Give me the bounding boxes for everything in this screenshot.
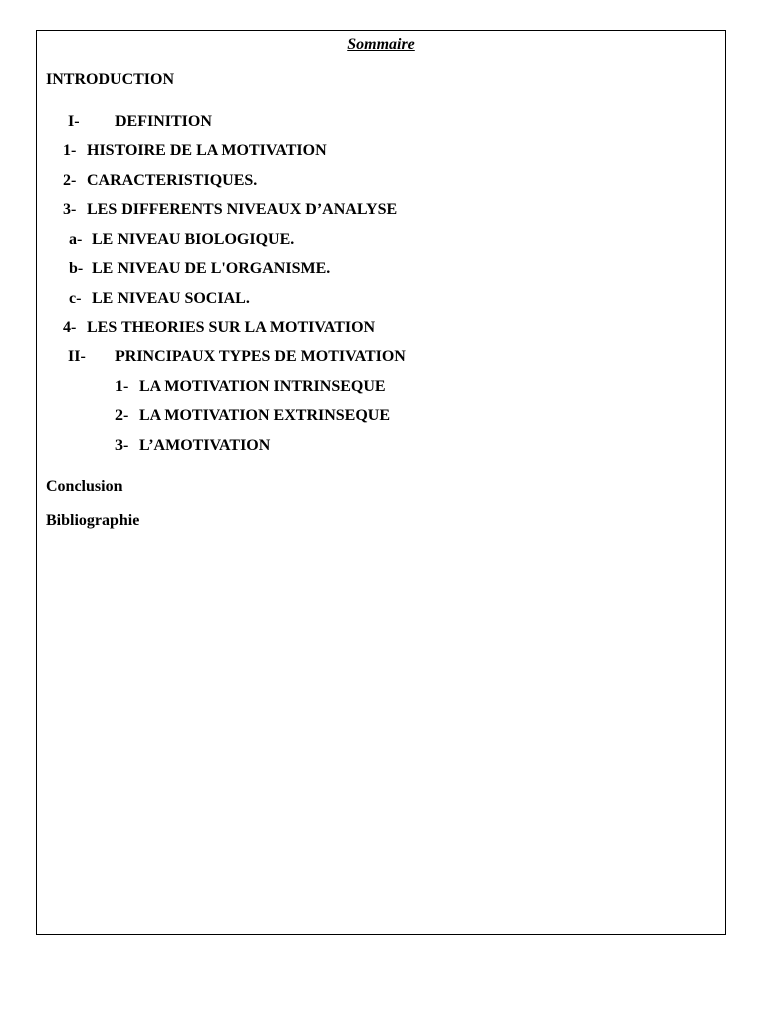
toc-entry-number: a- [69,231,83,248]
toc-entry-number: 3- [115,437,129,454]
toc-entry-label: LES DIFFERENTS NIVEAUX D’ANALYSE [87,201,398,218]
toc-entry-label: INTRODUCTION [46,71,175,88]
toc-entry-bibliographie [46,512,139,530]
toc-entry-introduction [46,71,174,89]
toc-entry-number: 2- [63,172,77,189]
toc-entry-label: LA MOTIVATION EXTRINSEQUE [139,407,391,424]
toc-title: Sommaire [347,36,415,53]
toc-entry-number: I- [68,113,80,130]
table-of-contents-frame [36,30,726,935]
toc-entry-number: 2- [115,407,129,424]
toc-entry-label: LE NIVEAU BIOLOGIQUE. [92,231,295,248]
toc-entry-number: 4- [63,319,77,336]
toc-entry-number: c- [69,290,82,307]
toc-entry-label: PRINCIPAUX TYPES DE MOTIVATION [115,348,406,365]
toc-entry-number: II- [68,348,86,365]
toc-entry-label: L’AMOTIVATION [139,437,271,454]
toc-entry-label: LES THEORIES SUR LA MOTIVATION [87,319,376,336]
toc-entry-label: LE NIVEAU DE L'ORGANISME. [92,260,331,277]
toc-entry-conclusion [46,478,122,496]
toc-entry-number: 1- [115,378,129,395]
toc-entry-label: Conclusion [46,478,123,495]
toc-entry-number: b- [69,260,84,277]
toc-entry-label: Bibliographie [46,512,140,529]
toc-entry-number: 1- [63,142,77,159]
toc-entry-number: 3- [63,201,77,218]
toc-entry-label: LE NIVEAU SOCIAL. [92,290,250,307]
toc-entry-label: DEFINITION [115,113,212,130]
toc-entry-label: CARACTERISTIQUES. [87,172,258,189]
toc-entry-label: HISTOIRE DE LA MOTIVATION [87,142,327,159]
toc-entry-label: LA MOTIVATION INTRINSEQUE [139,378,386,395]
